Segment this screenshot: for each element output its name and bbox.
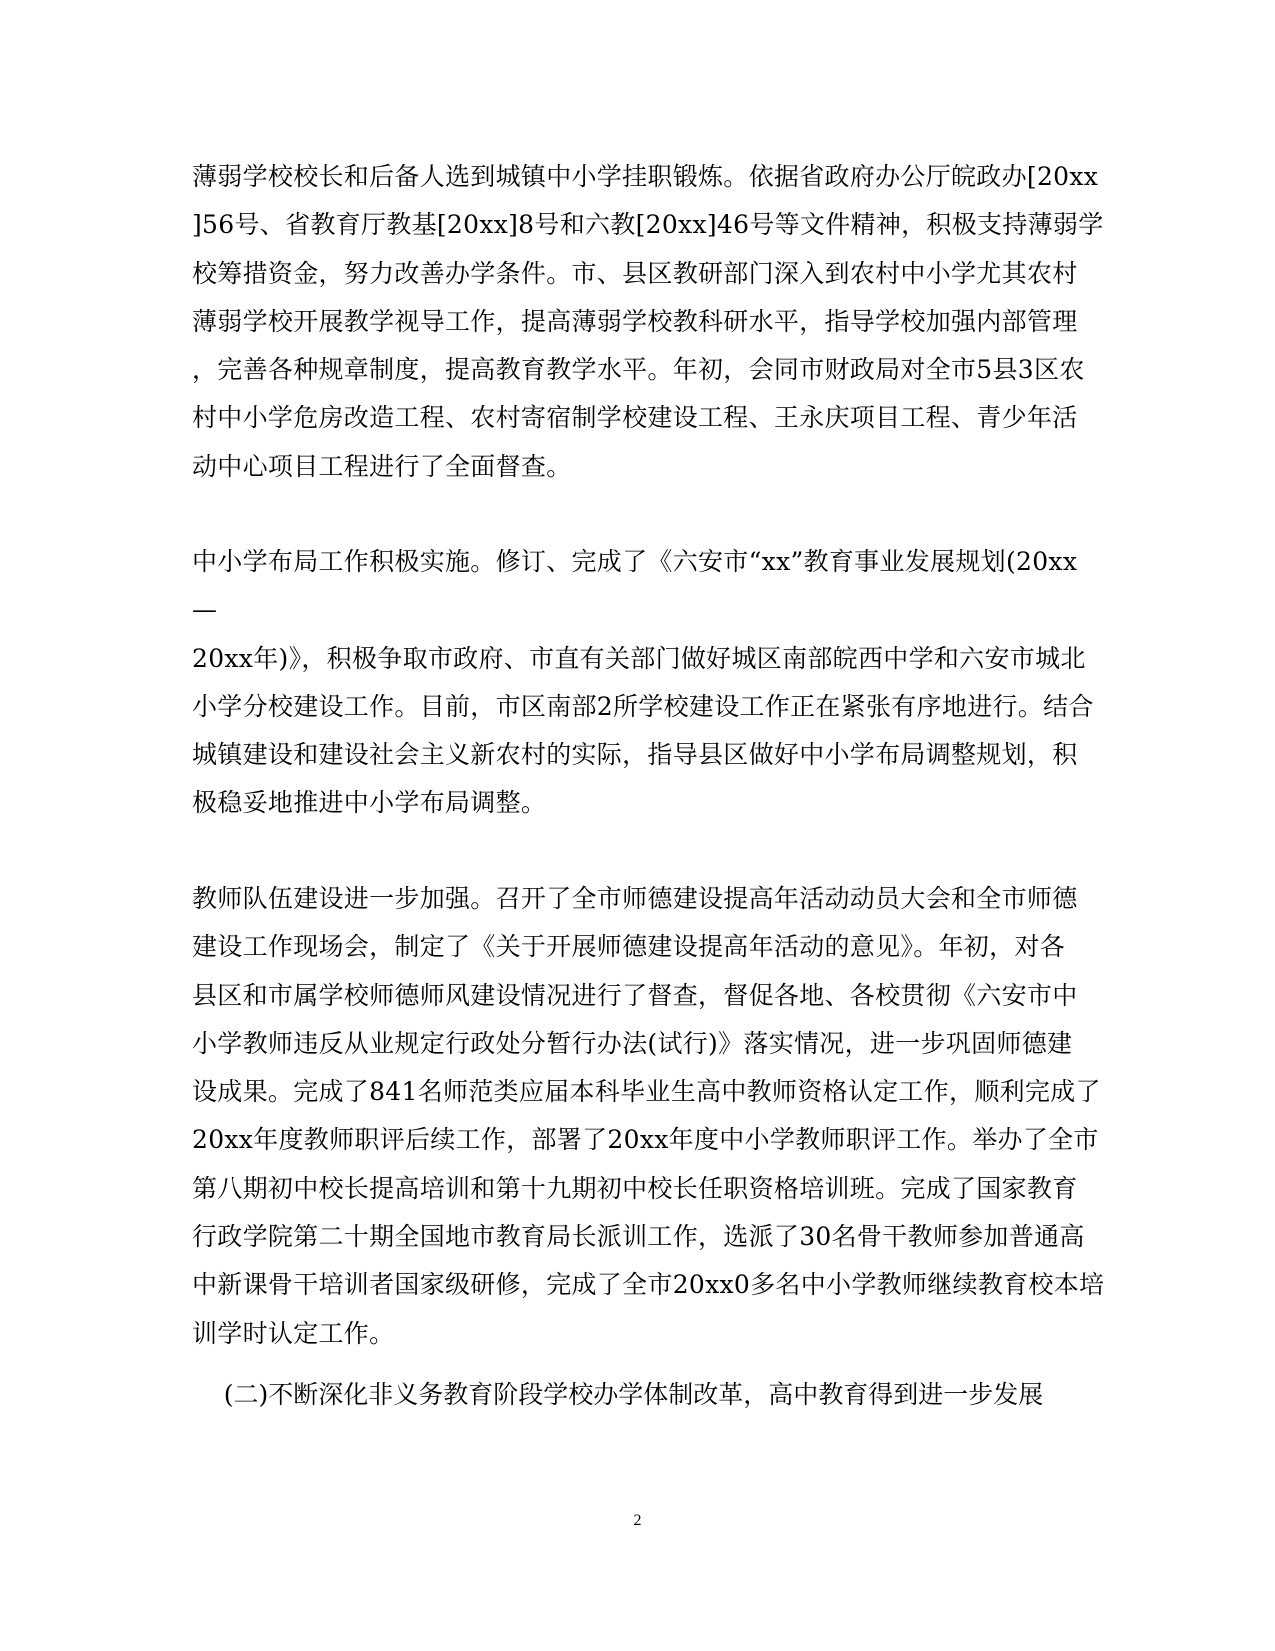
paragraph-line: 中小学布局工作积极实施。修订、完成了《六安市“xx”教育事业发展规划(20xx	[192, 547, 1078, 576]
paragraph-line: —	[192, 595, 218, 625]
paragraph-line: 村中小学危房改造工程、农村寄宿制学校建设工程、王永庆项目工程、青少年活	[192, 403, 1078, 433]
paragraph-line: 薄弱学校校长和后备人选到城镇中小学挂职锻炼。依据省政府办公厅皖政办[20xx	[192, 162, 1099, 191]
paragraph-line: 校筹措资金，努力改善办学条件。市、县区教研部门深入到农村中小学尤其农村	[192, 258, 1078, 288]
paragraph-line: 20xx年)》，积极争取市政府、市直有关部门做好城区南部皖西中学和六安市城北	[192, 643, 1086, 673]
paragraph-line: ]56号、省教育厅教基[20xx]8号和六教[20xx]46号等文件精神，积极支持薄弱学	[192, 210, 1104, 240]
paragraph-2	[192, 538, 1094, 828]
paragraph-line: 设成果。完成了841名师范类应届本科毕业生高中教师资格认定工作，顺利完成了	[192, 1077, 1101, 1107]
section-heading: (二)不断深化非义务教育阶段学校办学体制改革，高中教育得到进一步发展	[192, 1380, 1044, 1409]
paragraph-line: 行政学院第二十期全国地市教育局长派训工作，选派了30名骨干教师参加普通高	[192, 1222, 1085, 1252]
paragraph-line: 建设工作现场会，制定了《关于开展师德建设提高年活动的意见》。年初，对各	[192, 932, 1066, 962]
paragraph-line: 中新课骨干培训者国家级研修，完成了全市20xx0多名中小学教师继续教育校本培	[192, 1270, 1105, 1300]
paragraph-line: 薄弱学校开展教学视导工作，提高薄弱学校教科研水平，指导学校加强内部管理	[192, 306, 1078, 336]
paragraph-line: 训学时认定工作。	[192, 1318, 395, 1348]
paragraph-line: 小学分校建设工作。目前，市区南部2所学校建设工作正在紧张有序地进行。结合	[192, 691, 1094, 721]
paragraph-1	[192, 153, 1104, 491]
paragraph-line: 城镇建设和建设社会主义新农村的实际，指导县区做好中小学布局调整规划，积	[192, 740, 1078, 770]
paragraph-line: 20xx年度教师职评后续工作，部署了20xx年度中小学教师职评工作。举办了全市	[192, 1125, 1099, 1155]
paragraph-3	[192, 875, 1105, 1358]
paragraph-line: 小学教师违反从业规定行政处分暂行办法(试行)》落实情况，进一步巩固师德建	[192, 1028, 1073, 1058]
paragraph-line: 第八期初中校长提高培训和第十九期初中校长任职资格培训班。完成了国家教育	[192, 1173, 1078, 1203]
page-number: 2	[633, 1512, 642, 1529]
paragraph-line: 极稳妥地推进中小学布局调整。	[192, 788, 547, 818]
paragraph-line: ，完善各种规章制度，提高教育教学水平。年初，会同市财政局对全市5县3区农	[192, 355, 1085, 385]
paragraph-line: 动中心项目工程进行了全面督查。	[192, 451, 572, 481]
paragraph-line: 县区和市属学校师德师风建设情况进行了督查，督促各地、各校贯彻《六安市中	[192, 980, 1078, 1010]
paragraph-line: 教师队伍建设进一步加强。召开了全市师德建设提高年活动动员大会和全市师德	[192, 884, 1078, 913]
